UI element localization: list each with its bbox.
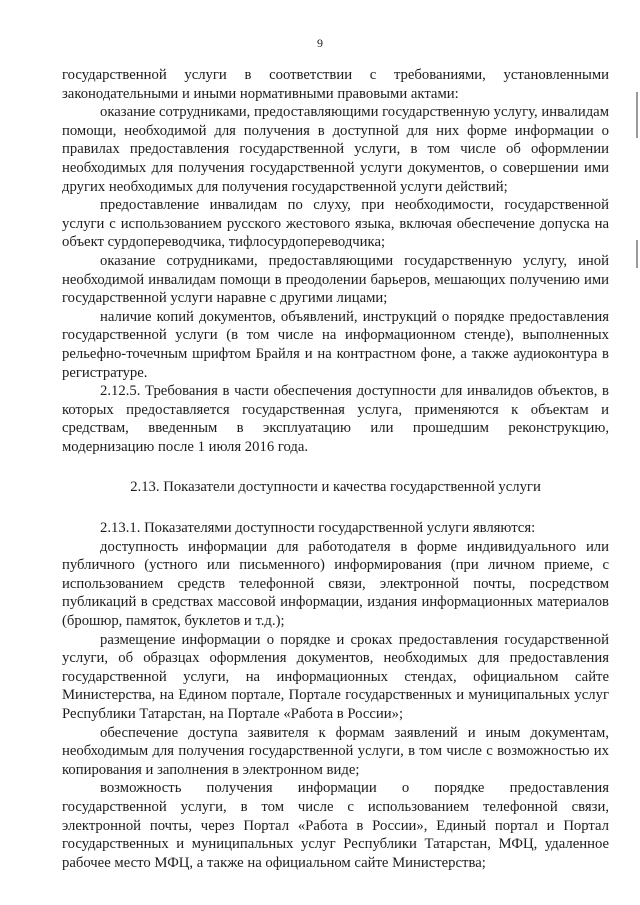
paragraph-sign-language: предоставление инвалидам по слуху, при необходимости, государственной услуги с использованием русского жестового языка, включая обеспечение допуска на объект сурдопереводчика, тифлосурдопереводчика; xyxy=(62,197,609,251)
paragraph-information-placement: размещение информации о порядке и сроках предоставления государственной услуги, об образцах оформления документов, необходимых для предоставления государственной услуги, на информационных стендах, официальном сайте Министерства, на Едином портале, Портале государственных и муниципальных услуг Республики Татарстан, на Портале «Работа в России»; xyxy=(62,631,609,722)
paragraph-assistance-information: оказание сотрудниками, предоставляющими государственную услугу, инвалидам помощи, необходимой для получения в доступной для них форме информации о правилах предоставления государственной услуги, в том числе об оформлении необходимых для получения государственной услуги документов, о совершении ими других необходимых для получения государственной услуги действий; xyxy=(62,104,609,195)
paragraph-information-possibility: возможность получения информации о порядке предоставления государственной услуги, в том числе с использованием телефонной связи, электронной почты, через Портал «Работа в России», Единый портал и Портал государственных и муниципальных услуг Республики Татарстан, МФЦ, удаленное рабочее место МФЦ, а также на официальном сайте Министерства; xyxy=(62,780,609,871)
paragraph-information-availability: доступность информации для работодателя в форме индивидуального или публичного (устного или письменного) информирования (при личном приеме, с использованием средств телефонной связи, электронной почты, посредством публикаций в средствах массовой информации, издания информационных материалов (брошюр, памяток, буклетов и т.д.); xyxy=(62,538,609,630)
section-heading-2-13: 2.13. Показатели доступности и качества государственной услуги xyxy=(130,479,541,496)
scan-margin-mark xyxy=(636,92,638,138)
paragraph-2-12-5: 2.12.5. Требования в части обеспечения доступности для инвалидов объектов, в которых предоставляется государственная услуга, применяются к объектам и средствам, введенным в эксплуатацию или прошедшим реконструкцию, модернизацию после 1 июля 2016 года. xyxy=(62,383,609,455)
document-body xyxy=(62,66,609,872)
scan-margin-mark xyxy=(636,240,638,268)
paragraph-other-assistance: оказание сотрудниками, предоставляющими государственную услугу, иной необходимой инвалидам помощи в преодолении барьеров, мешающих получению ими государственной услуги наравне с другими лицами; xyxy=(62,252,609,307)
paragraph-continuation: государственной услуги в соответствии с требованиями, установленными законодательными и иными нормативными правовыми актами: xyxy=(62,67,609,102)
paragraph-braille-copies: наличие копий документов, объявлений, инструкций о порядке предоставления государственной услуги (в том числе на информационном стенде), выполненных рельефно-точечным шрифтом Брайля и на контрастном фоне, а также аудиоконтура в регистратуре. xyxy=(62,308,609,381)
paragraph-2-13-1: 2.13.1. Показателями доступности государственной услуги являются: xyxy=(100,520,536,537)
paragraph-form-access: обеспечение доступа заявителя к формам заявлений и иным документам, необходимым для получения государственной услуги, в том числе с возможностью их копирования и заполнения в электронном виде; xyxy=(62,724,609,778)
page-number: 9 xyxy=(317,36,323,50)
